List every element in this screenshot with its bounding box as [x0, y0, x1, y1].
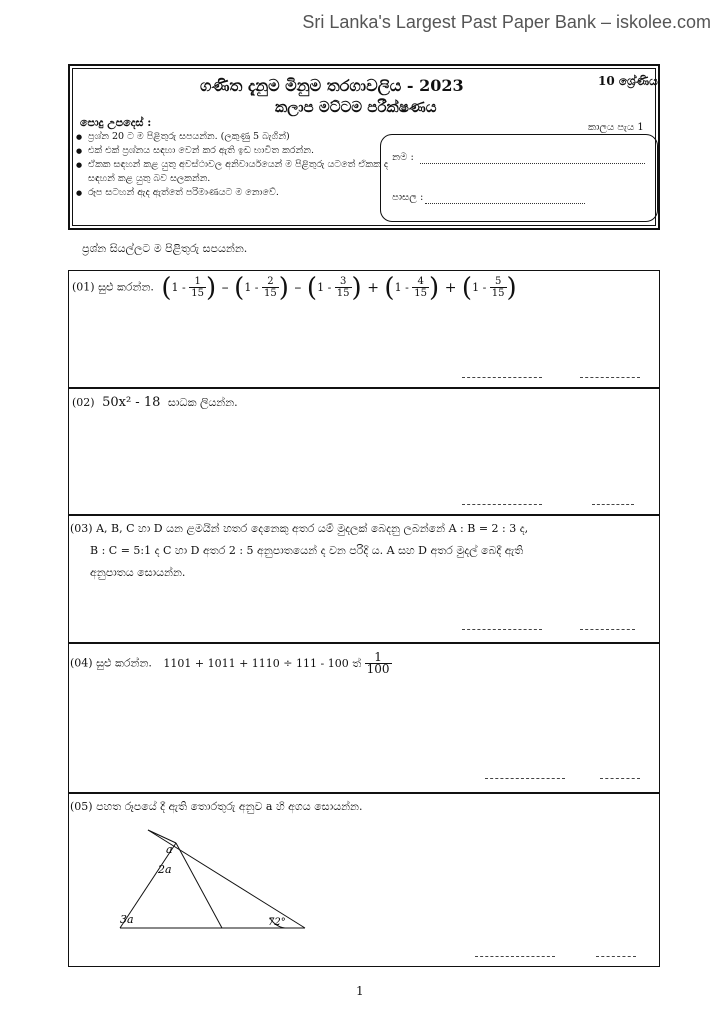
answer-line[interactable]: [596, 955, 636, 957]
watermark: Sri Lanka's Largest Past Paper Bank – iskolee.com: [302, 12, 711, 32]
answer-line[interactable]: [580, 628, 635, 630]
instructions-heading: පොදු උපදෙස් :: [80, 116, 152, 129]
name-field[interactable]: [420, 162, 645, 164]
question-text-line: අනුපාතය සොයන්න.: [90, 566, 186, 579]
question-3: [70, 518, 650, 584]
instruction-item: ● ප්‍රශ්න 20 ට ම පිළිතුරු සපයන්න. (ලකුණු 5 බැගින්): [76, 130, 391, 144]
instruction-item: ● ඒකක සඳහන් කළ යුතු අවස්ථාවල අනිවාර්යයෙන් ම පිළිතුරු යටතේ ඒකක ද සඳහන් කළ යුතු බව සලකන්න.: [76, 158, 391, 186]
school-field[interactable]: [425, 202, 585, 204]
question-text: සාධක ලියන්න.: [167, 396, 238, 409]
answer-line[interactable]: [580, 376, 640, 378]
paper-label: කාලය පැය 1: [588, 122, 644, 133]
general-instruction: ප්‍රශ්න සියල්ලට ම පිළිතුරු සපයන්න.: [82, 242, 248, 255]
question-4: [70, 652, 392, 675]
question-text: පහත රූපයේ දී ඇති තොරතුරු අනුව a හි අගය සොයන්න.: [96, 800, 363, 813]
q1-expression: (1 - $\frac{1}{15}$ ) – (1 - $\frac{2}{15}$ ) – (1 - $\frac{3}{15}$ ) + (1 - $\frac{4}{15}$ ) + (1 - $\frac{5}{15}$ ): [161, 272, 517, 303]
exam-title: ගණිත දැනුම මිනුම තරගාවලිය - 2023: [200, 76, 464, 95]
label-angle: 72°: [268, 917, 286, 928]
fraction: $\frac{1}{15}$: [191, 276, 204, 299]
question-text-line: A, B, C හා D යන ළමයින් හතර දෙනෙකු අතර යම් මුදලක් බෙදනු ලබන්නේ A : B = 2 : 3 ද,: [96, 522, 529, 535]
question-text-line: B : C = 5:1 ද C හා D අතර 2 : 5 අනුපාතයෙන් ද වන පරිදි ය. A සහ D අතර මුදල් බෙදී ඇති: [90, 544, 524, 557]
answer-line[interactable]: [462, 628, 542, 630]
fraction: $\frac{1}{100}$: [366, 650, 390, 676]
question-5: [70, 796, 362, 818]
exam-subtitle: කලාප මට්ටම පරීක්ෂණය: [275, 98, 437, 116]
answer-line[interactable]: [462, 376, 542, 378]
answer-line[interactable]: [600, 777, 640, 779]
question-number: (02): [72, 396, 95, 409]
instructions-list: [76, 130, 391, 200]
question-text: සුළු කරන්න.: [96, 656, 152, 670]
question-text: සුළු කරන්න.: [98, 280, 154, 294]
question-2: [72, 392, 238, 414]
question-number: (03): [70, 522, 93, 535]
name-school-box: [380, 134, 658, 222]
page-number: 1: [356, 984, 364, 998]
label-3a: 3a: [120, 913, 134, 926]
school-label: පාසල :: [392, 192, 424, 203]
question-expression: 50x² - 18: [102, 395, 161, 410]
instruction-item: ● එක් එක් ප්‍රශ්නය සඳහා වෙන් කර ඇති ඉඩ භාවිත කරන්න.: [76, 144, 391, 158]
question-expression: 1101 + 1011 + 1110 ÷ 111 - 100 ත්: [163, 656, 362, 670]
question-number: (04): [70, 656, 93, 670]
label-2a: 2a: [158, 863, 172, 876]
question-number: (01): [72, 280, 95, 294]
question-number: (05): [70, 800, 93, 813]
name-label: නම :: [392, 152, 414, 163]
answer-line[interactable]: [475, 955, 555, 957]
one-minus: 1 -: [171, 280, 186, 294]
fraction: $\frac{3}{15}$: [336, 276, 350, 299]
fraction: $\frac{5}{15}$: [491, 276, 505, 299]
instruction-item: ● රූප සටහන් ඇද ඇත්තේ පරිමාණයට ම නොවේ.: [76, 186, 391, 200]
answer-line[interactable]: [592, 503, 634, 505]
question-1: [72, 272, 517, 303]
grade-label: 10 ශ්‍රේණිය: [598, 74, 658, 88]
label-a: a: [166, 843, 173, 856]
fraction: $\frac{2}{15}$: [264, 276, 277, 299]
triangle-diagram: [100, 825, 320, 935]
answer-line[interactable]: [485, 777, 565, 779]
fraction: $\frac{4}{15}$: [414, 276, 428, 299]
answer-line[interactable]: [462, 503, 542, 505]
